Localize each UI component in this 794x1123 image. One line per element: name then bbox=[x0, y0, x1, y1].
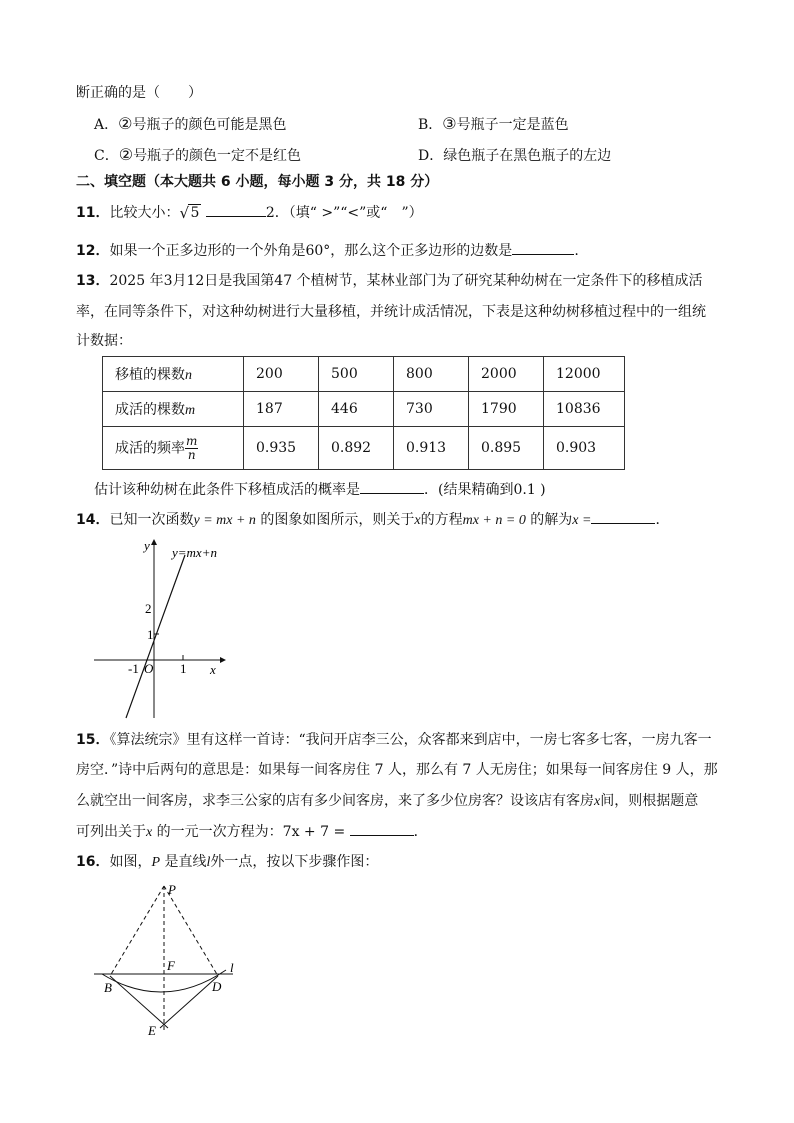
question-text: 如果一个正多边形的一个外角是60°，那么这个正多边形的边数是 bbox=[109, 243, 513, 259]
option-letter: A． bbox=[94, 117, 119, 133]
table-cell: 10836 bbox=[544, 392, 625, 427]
point-f-label: F bbox=[167, 958, 175, 973]
question-text: ．(结果精确到0.1 ) bbox=[424, 482, 546, 498]
formula: y = mx + n bbox=[193, 513, 256, 528]
table-cell: 500 bbox=[319, 357, 394, 392]
line-label: y=mx+n bbox=[172, 545, 217, 560]
variable: x bbox=[414, 513, 421, 528]
y-tick-2-label: 2 bbox=[145, 601, 152, 616]
table-row bbox=[103, 427, 625, 470]
punctuation: ． bbox=[413, 824, 428, 840]
answer-blank[interactable] bbox=[350, 821, 414, 836]
point-e-label: E bbox=[148, 1023, 156, 1038]
table-row bbox=[103, 357, 625, 392]
question-text: 是直线 bbox=[160, 854, 207, 870]
question-15-line3 bbox=[76, 790, 698, 810]
table-cell: 446 bbox=[319, 392, 394, 427]
q10-option-d[interactable] bbox=[418, 145, 611, 165]
question-13-line3: 计数据： bbox=[76, 333, 132, 349]
table-cell: 0.895 bbox=[469, 427, 544, 470]
question-15-line4 bbox=[76, 821, 428, 841]
punctuation: ． bbox=[655, 512, 670, 528]
table-cell: 12000 bbox=[544, 357, 625, 392]
option-letter: B． bbox=[418, 117, 443, 133]
table-cell: 2000 bbox=[469, 357, 544, 392]
question-13-line2: 率，在同等条件下，对这种幼树进行大量移植，并统计成活情况，下表是这种幼树移植过程中的一组统 bbox=[76, 304, 706, 320]
y-axis-label: y bbox=[144, 538, 150, 553]
q10-option-a[interactable] bbox=[94, 114, 286, 134]
point-p-label: P bbox=[168, 882, 176, 897]
section-heading: 二、填空题（本大题共 6 小题，每小题 3 分，共 18 分） bbox=[76, 174, 439, 190]
table-cell: 1790 bbox=[469, 392, 544, 427]
question-text: 的解为 bbox=[525, 512, 573, 528]
question-text: 的方程 bbox=[420, 512, 463, 528]
question-text: 如图， bbox=[109, 854, 152, 870]
question-text: 间，则根据题意 bbox=[600, 793, 699, 809]
table-row bbox=[103, 392, 625, 427]
question-text: 2025 年3月12日是我国第47 个植树节，某林业部门为了研究某种幼树在一定条件下的移植成活 bbox=[109, 273, 703, 289]
equation: mx + n = 0 bbox=[462, 513, 526, 528]
question-15-line1 bbox=[76, 729, 712, 749]
x-tick-neg1-label: -1 bbox=[128, 661, 139, 676]
survival-data-table bbox=[102, 356, 625, 470]
question-number: 16． bbox=[76, 854, 110, 870]
table-cell: 0.935 bbox=[244, 427, 319, 470]
option-letter: D． bbox=[418, 148, 444, 164]
point-b-label: B bbox=[104, 980, 112, 995]
question-number: 15． bbox=[76, 732, 110, 748]
question-text: 2．（填“ >”“<”或“ ”） bbox=[265, 205, 423, 221]
question-text: 《算法统宗》里有这样一首诗：“我问开店李三公，众客都来到店中，一房七客多七客，一房九客一 bbox=[109, 732, 712, 748]
question-text: 的图象如图所示，则关于 bbox=[255, 512, 415, 528]
question-text: 已知一次函数 bbox=[109, 512, 194, 528]
y-axis-arrow bbox=[151, 539, 157, 545]
variable: x bbox=[594, 794, 601, 809]
point-label: P bbox=[151, 855, 161, 870]
function-line bbox=[126, 555, 185, 718]
question-13-line1 bbox=[76, 270, 703, 290]
option-text: 号瓶子的颜色一定不是红色 bbox=[133, 148, 302, 164]
fraction: $\frac{m}{n}$ bbox=[186, 433, 198, 462]
line-label: l bbox=[206, 855, 211, 870]
answer-prefix: x = bbox=[572, 513, 592, 528]
question-text: 么就空出一间客房，求李三公家的店有多少间客房，来了多少位房客？设该店有客房 bbox=[76, 793, 594, 809]
radicand: 5 bbox=[190, 205, 200, 221]
variable: x bbox=[146, 825, 153, 840]
row-header: 移植的棵数n bbox=[103, 357, 244, 392]
table-cell: 187 bbox=[244, 392, 319, 427]
row-header: 成活的频率 $\frac{m}{n}$ bbox=[103, 427, 244, 470]
question-number: 13． bbox=[76, 273, 110, 289]
segment-be bbox=[110, 976, 168, 1028]
table-cell: 730 bbox=[394, 392, 469, 427]
question-12 bbox=[76, 240, 579, 260]
x-axis-arrow bbox=[220, 657, 226, 663]
question-text: 比较大小： bbox=[109, 205, 180, 221]
option-text: 绿色瓶子在黑色瓶子的左边 bbox=[443, 148, 612, 164]
question-text: 的一元一次方程为： bbox=[152, 824, 283, 840]
construction-figure bbox=[88, 880, 248, 1040]
question-text: 可列出关于 bbox=[76, 824, 146, 840]
question-15-line2: 房空．”诗中后两句的意思是：如果每一间客房住 7 人，那么有 7 人无房住；如果每一间客房住 9 人，那 bbox=[76, 762, 718, 778]
segment-de bbox=[160, 976, 218, 1028]
circled-number: ② bbox=[118, 145, 134, 164]
option-text: 号瓶子一定是蓝色 bbox=[456, 117, 569, 133]
answer-blank[interactable] bbox=[591, 509, 655, 524]
table-cell: 0.903 bbox=[544, 427, 625, 470]
table-cell: 800 bbox=[394, 357, 469, 392]
table-cell: 200 bbox=[244, 357, 319, 392]
circled-number: ② bbox=[118, 114, 133, 133]
q10-option-c[interactable] bbox=[94, 145, 301, 165]
x-tick-1-label: 1 bbox=[180, 661, 187, 676]
question-number: 11． bbox=[76, 205, 110, 221]
segment-pb bbox=[110, 886, 164, 976]
sqrt-expression: √ 5 bbox=[179, 204, 200, 222]
linear-function-graph bbox=[88, 535, 228, 720]
option-text: 号瓶子的颜色可能是黑色 bbox=[132, 117, 287, 133]
question-11 bbox=[76, 202, 423, 222]
x-axis-label: x bbox=[210, 662, 216, 677]
question-number: 12． bbox=[76, 243, 110, 259]
circled-number: ③ bbox=[442, 114, 457, 133]
question-14 bbox=[76, 509, 669, 529]
answer-blank[interactable] bbox=[360, 479, 424, 494]
question-number: 14． bbox=[76, 512, 110, 528]
question-16 bbox=[76, 851, 378, 871]
question-text: 外一点，按以下步骤作图： bbox=[210, 854, 379, 870]
question-text: 估计该种幼树在此条件下移植成活的概率是 bbox=[94, 482, 360, 498]
equation: 7x + 7 = bbox=[282, 824, 346, 840]
answer-blank[interactable] bbox=[206, 202, 266, 217]
row-header: 成活的棵数m bbox=[103, 392, 244, 427]
table-cell: 0.892 bbox=[319, 427, 394, 470]
answer-blank[interactable] bbox=[512, 240, 574, 255]
q10-option-b[interactable] bbox=[418, 114, 569, 134]
question-13-prompt bbox=[94, 479, 546, 499]
table-cell: 0.913 bbox=[394, 427, 469, 470]
origin-label: O bbox=[144, 661, 154, 676]
line-l-label: l bbox=[230, 960, 234, 975]
q10-stem-tail: 断正确的是（ ） bbox=[76, 85, 202, 101]
option-letter: C． bbox=[94, 148, 119, 164]
point-d-label: D bbox=[212, 979, 222, 994]
y-tick-1-label: 1 bbox=[147, 627, 154, 642]
punctuation: . bbox=[574, 243, 579, 259]
